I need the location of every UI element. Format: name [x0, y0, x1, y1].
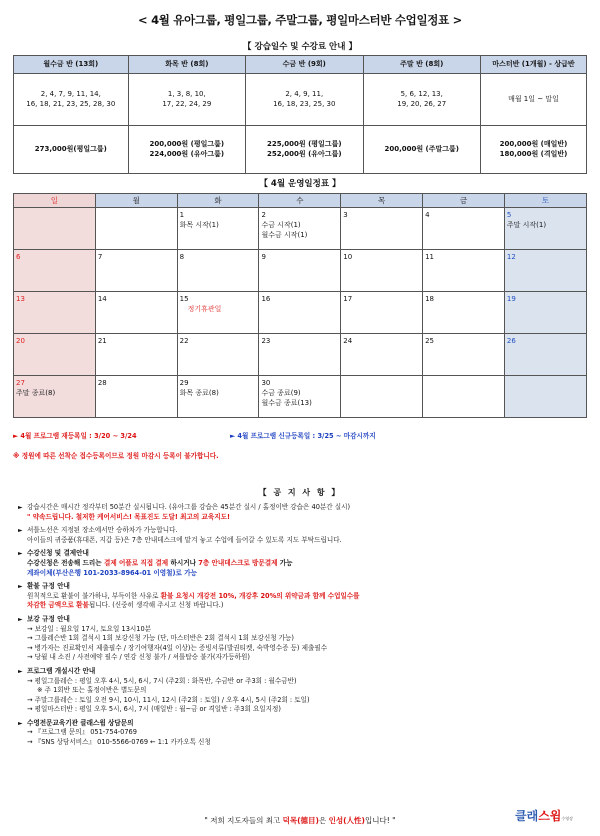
bullet-icon: ► — [18, 719, 23, 727]
bullet-icon: ► — [18, 616, 23, 624]
calendar-day-cell — [259, 250, 341, 292]
calendar-table — [13, 193, 587, 418]
day-number: 13 — [16, 295, 25, 303]
calendar-day-cell — [14, 376, 96, 418]
fee-header-row — [14, 56, 587, 74]
day-event: 월수금 종료(13) — [261, 399, 312, 408]
day-event: 주말 종료(8) — [16, 389, 56, 398]
day-number: 26 — [506, 337, 516, 345]
day-number: 10 — [343, 253, 353, 261]
calendar-day-cell — [177, 334, 259, 376]
fee-price-cell: 273,000원(평일그룹) — [14, 126, 129, 174]
calendar-day-cell — [95, 334, 177, 376]
day-number: 21 — [97, 337, 107, 345]
weekday-header: 월 — [95, 194, 177, 208]
day-number: 15 — [179, 295, 189, 303]
calendar-day-cell — [177, 208, 259, 250]
day-number: 5 — [506, 211, 512, 219]
day-event: 월수금 시작(1) — [261, 231, 308, 240]
notice-lesson-time: ► 강습시간은 매시간 정각부터 50분간 실시됩니다. (유아그룹 강습은 45분간 실시 / 홀정이반 강습은 40분간 실시) " 약속드립니다. 철저한 케어서비스! 목표진도 도달! 최고의 교육지도! — [18, 503, 351, 521]
bullet-icon: ► — [18, 504, 23, 511]
fee-dates-row — [14, 74, 587, 126]
notice-makeup: ► 보강 규정 안내 → 보강일 : 월요일 17시, 토요일 13시10분 → 그룹레슨반 1회 결석시 1회 보강신청 가능 (단, 마스터반은 2회 결석시 1회 보강신청 가능) → 병가자는 진료확인서 제출필수 / 장기여행자(4일 이상)는 증빙서류(발권티켓, 숙박영수증 등) 제출필수 → 당월 내 소진 / 사전예약 필수 / 연강 신청 불가 / 셔틀탑승 불가(자가등하원) — [18, 615, 588, 663]
fee-dates-cell: 매월 1일 ~ 말일 — [480, 74, 586, 126]
day-number: 9 — [261, 253, 266, 261]
calendar-day-cell — [341, 376, 423, 418]
day-event: 수금 시작(1) — [261, 221, 301, 230]
calendar-week-row — [14, 376, 587, 418]
notice-payment: ► 수강신청 및 결제안내 수강신청은 전송해 드리는 결제 어플로 직접 결제 하시거나 7층 안내데스크로 방문결제 가능 계좌이체(부산은행 101-2033-8964-01 이영철)로 가능 — [18, 549, 293, 577]
calendar-week-row — [14, 250, 587, 292]
notice-contact: ► 수영전문교육기관 클래스윔 상담문의 → 『프로그램 문의』 051-754-0769 → 『SNS 상담서비스』 010-5566-0769 ← 1:1 카카오톡 신청 — [18, 719, 588, 748]
day-number: 29 — [179, 379, 189, 387]
page-title: < 4월 유아그룹, 평일그룹, 주말그룹, 평일마스터반 수업일정표 > — [138, 13, 462, 27]
registration-warning: ※ 정원에 따른 선착순 접수등록이므로 정원 마감시 등록이 불가합니다. — [13, 452, 219, 460]
bullet-icon: ► — [18, 667, 23, 675]
notice-line: → 『프로그램 문의』 051-754-0769 — [27, 728, 137, 737]
fee-price-cell: 200,000원 (매일반) 180,000원 (격일반) — [480, 126, 586, 174]
notice-schedule: ► 프로그램 개설시간 안내 → 평일그룹레슨 : 평일 오후 4시, 5시, 6시, 7시 (주2회 : 화목반, 수금반 or 주3회 : 월수금반) ※ 주 1회반 또는 홀정이반은 별도문의 → 주말그룹레슨 : 토일 오전 9시, 10시, 11시, 12시 (주2회 : 토일) / 오후 4시, 5시 (주2회 : 토일) → 평일마스터반 : 평일 오후 5시, 6시, 7시 (매일반 : 월~금 or 격일반 : 주3회 요일지정) — [18, 666, 310, 714]
calendar-day-cell — [504, 292, 586, 334]
calendar-day-cell — [504, 376, 586, 418]
day-number: 14 — [97, 295, 107, 303]
calendar-day-cell — [95, 376, 177, 418]
day-number: 8 — [179, 253, 185, 261]
day-number: 27 — [16, 379, 25, 387]
calendar-day-cell — [504, 334, 586, 376]
fee-price-row — [14, 126, 587, 174]
day-number: 30 — [261, 379, 271, 387]
day-number: 16 — [261, 295, 271, 303]
calendar-weekday-row — [14, 194, 587, 208]
calendar-day-cell — [95, 250, 177, 292]
calendar-day-cell — [341, 334, 423, 376]
calendar-day-cell — [14, 250, 96, 292]
weekday-header: 금 — [423, 194, 505, 208]
calendar-day-cell — [259, 334, 341, 376]
weekday-header: 일 — [14, 194, 96, 208]
calendar-week-row — [14, 334, 587, 376]
fee-dates-cell: 2, 4, 9, 11, 16, 18, 23, 25, 30 — [246, 74, 363, 126]
day-number: 12 — [506, 253, 516, 261]
calendar-day-cell — [504, 250, 586, 292]
calendar-day-cell — [95, 292, 177, 334]
fee-price-cell: 200,000원 (평일그룹) 224,000원 (유아그룹) — [128, 126, 245, 174]
day-number: 11 — [425, 253, 434, 261]
notice-shuttle: ► 셔틀노선은 지정된 장소에서만 승하차가 가능합니다. 아이들의 귀중품(휴대폰, 지갑 등)은 7층 안내데스크에 맡겨 놓고 수업에 들어갈 수 있도록 지도 부탁드립니다. — [18, 526, 342, 544]
notice-line: → 『SNS 상담서비스』 010-5566-0769 ← 1:1 카카오톡 신청 — [27, 738, 211, 747]
day-number: 20 — [16, 337, 25, 345]
bullet-icon: ► — [18, 583, 23, 591]
weekday-header: 화 — [177, 194, 259, 208]
notice-refund: ► 환불 규정 안내 원칙적으로 환불이 불가하나, 부득이한 사유로 환불 요청시 개강전 10%, 개강후 20%의 위약금과 함께 수업일수를 차감한 금액으로 환불됩니다. (신중히 생각해 주시고 신청 바랍니다.) — [18, 582, 360, 610]
weekday-header: 수 — [259, 194, 341, 208]
day-number: 7 — [97, 253, 103, 261]
day-closed-note: 정기휴관일 — [187, 305, 222, 314]
fee-dates-cell: 1, 3, 8, 10, 17, 22, 24, 29 — [128, 74, 245, 126]
day-number: 4 — [425, 211, 430, 219]
fee-dates-cell: 5, 6, 12, 13, 19, 20, 26, 27 — [363, 74, 480, 126]
calendar-section-title: 【 4월 운영일정표 】 — [259, 179, 341, 189]
calendar-day-cell — [177, 376, 259, 418]
calendar-day-cell — [341, 292, 423, 334]
fee-header: 수금 반 (9회) — [246, 56, 363, 74]
calendar-week-row — [14, 292, 587, 334]
fee-header: 주말 반 (8회) — [363, 56, 480, 74]
day-event: 화목 시작(1) — [179, 221, 219, 230]
calendar-day-cell — [14, 292, 96, 334]
fee-header: 마스터반 (1개월) - 상급반 — [480, 56, 586, 74]
calendar-day-cell — [177, 250, 259, 292]
calendar-day-cell — [341, 250, 423, 292]
bullet-icon: ► — [18, 550, 23, 558]
calendar-day-cell — [259, 292, 341, 334]
day-number: 19 — [506, 295, 516, 303]
calendar-day-cell — [14, 208, 96, 250]
calendar-day-cell — [423, 292, 505, 334]
notice-line: → 그룹레슨반 1회 결석시 1회 보강신청 가능 (단, 마스터반은 2회 결석시 1회 보강신청 가능) — [27, 634, 294, 643]
brand-logo: 클래스윔수영장 — [515, 809, 573, 823]
weekday-header: 토 — [504, 194, 586, 208]
new-registration-info: ► 4월 프로그램 신규등록일 : 3/25 ~ 마감시까지 — [230, 432, 376, 440]
day-number: 23 — [261, 337, 271, 345]
day-number: 18 — [425, 295, 434, 303]
fee-price-cell: 200,000원 (주말그룹) — [363, 126, 480, 174]
notice-line: → 보강일 : 월요일 17시, 토요일 13시10분 — [27, 624, 152, 633]
day-number: 1 — [179, 211, 185, 219]
calendar-day-cell — [95, 208, 177, 250]
re-registration-info: ► 4월 프로그램 재등록일 : 3/20 ~ 3/24 — [13, 432, 137, 440]
fee-header: 화목 반 (8회) — [128, 56, 245, 74]
fee-section-title: 【 강습일수 및 수강료 안내 】 — [243, 42, 357, 52]
day-number: 3 — [343, 211, 348, 219]
day-number: 24 — [343, 337, 353, 345]
day-number: 2 — [261, 211, 266, 219]
calendar-day-cell — [259, 208, 341, 250]
fee-header: 월수금 반 (13회) — [14, 56, 129, 74]
day-number: 25 — [425, 337, 434, 345]
calendar-day-cell — [259, 376, 341, 418]
notices-section — [18, 503, 588, 752]
day-event: 수금 종료(9) — [261, 389, 301, 398]
day-number: 28 — [97, 379, 107, 387]
day-number: 22 — [179, 337, 189, 345]
fee-price-cell: 225,000원 (평일그룹) 252,000원 (유아그룹) — [246, 126, 363, 174]
fee-dates-cell: 2, 4, 7, 9, 11, 14, 16, 18, 21, 23, 25, 28, 30 — [14, 74, 129, 126]
day-number: 17 — [343, 295, 353, 303]
notice-title: 【 공 지 사 항 】 — [258, 488, 342, 497]
calendar-week-row — [14, 208, 587, 250]
day-event: 화목 종료(8) — [179, 389, 219, 398]
footer-slogan: " 저희 지도자들의 최고 덕목(德目)은 인성(人性)입니다! " — [204, 816, 396, 825]
day-event: 주말 시작(1) — [506, 221, 547, 230]
calendar-day-cell — [504, 208, 586, 250]
day-number: 6 — [16, 253, 21, 261]
calendar-day-cell — [14, 334, 96, 376]
bullet-icon: ► — [18, 527, 23, 535]
notice-line: → 병가자는 진료확인서 제출필수 / 장기여행자(4일 이상)는 증빙서류(발권티켓, 숙박영수증 등) 제출필수 — [27, 643, 328, 652]
calendar-day-cell — [423, 208, 505, 250]
calendar-day-cell — [423, 250, 505, 292]
calendar-day-cell — [423, 334, 505, 376]
calendar-day-cell — [341, 208, 423, 250]
weekday-header: 목 — [341, 194, 423, 208]
calendar-day-cell — [177, 292, 259, 334]
notice-line: → 당월 내 소진 / 사전예약 필수 / 연강 신청 불가 / 셔틀탑승 불가(자가등하원) — [27, 653, 250, 662]
fee-table — [13, 55, 587, 174]
calendar-day-cell — [423, 376, 505, 418]
